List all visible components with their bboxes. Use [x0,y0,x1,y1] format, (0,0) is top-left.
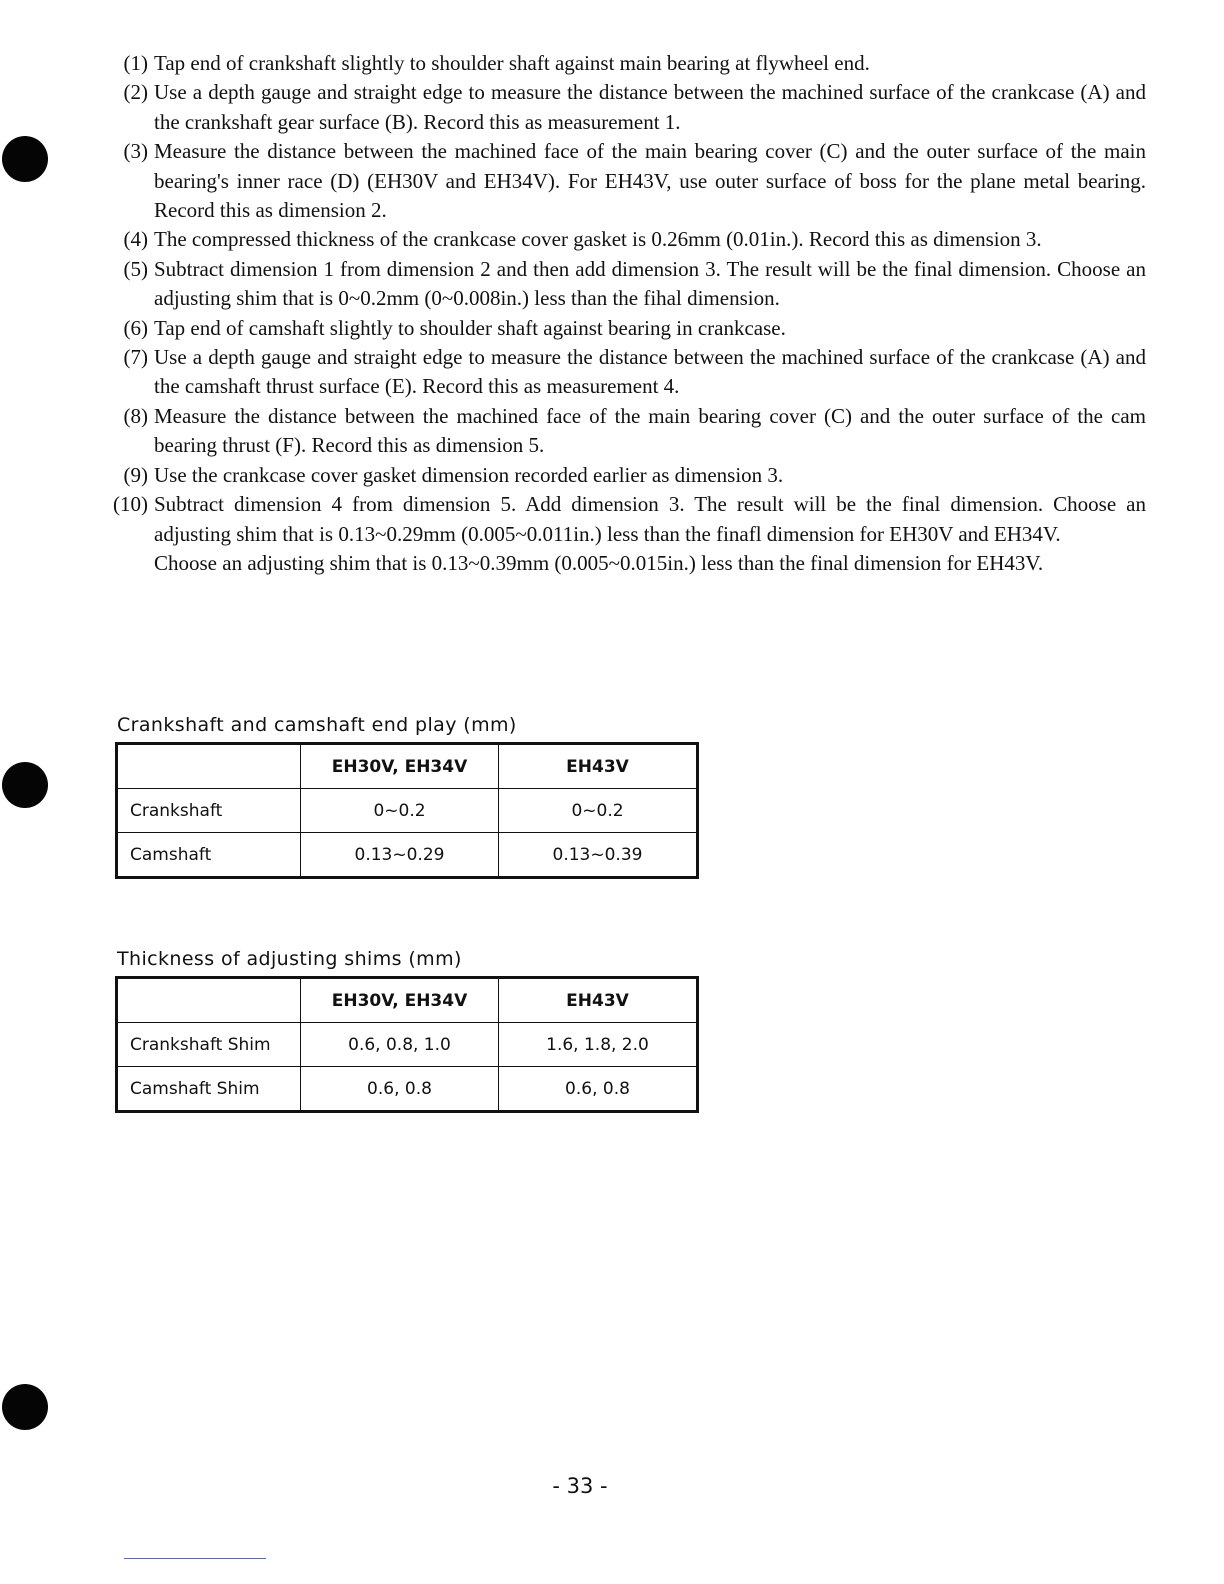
step-text: Tap end of crankshaft slightly to shoulder shaft against main bearing at flywheel end. [154,51,870,75]
step-3 [106,137,1146,225]
step-text: Use a depth gauge and straight edge to measure the distance between the machined surface of the crankcase (A) and the crankshaft gear surface (B). Record this as measurement 1. [154,80,1146,134]
table-cell: 0.13~0.39 [499,833,698,878]
table-cell: 0.6, 0.8 [499,1067,698,1112]
endplay-table-caption: Crankshaft and camshaft end play (mm) [117,714,517,736]
step-number: (9) [123,462,148,487]
step-2 [106,78,1146,137]
table-cell: 0.6, 0.8 [301,1067,499,1112]
step-text: Measure the distance between the machined face of the main bearing cover (C) and the outer surface of the main bearing's inner race (D) (EH30V and EH34V). For EH43V, use outer surface of boss for the plane metal bearing. Record this as dimension 2. [154,139,1146,223]
step-9 [106,461,1146,490]
table-header-row [117,744,698,789]
footer-rule [124,1558,266,1559]
header-cell: EH43V [499,978,698,1023]
shim-table [115,976,699,1113]
step-number: (10) [113,492,148,517]
row-label: Camshaft [117,833,301,878]
shim-table-caption: Thickness of adjusting shims (mm) [117,948,462,970]
step-number: (8) [123,403,148,428]
header-cell: EH43V [499,744,698,789]
step-7 [106,343,1146,402]
step-10 [106,490,1146,578]
step-number: (7) [123,345,148,370]
table-row [117,833,698,878]
step-6 [106,314,1146,343]
header-cell [117,978,301,1023]
step-text: Tap end of camshaft slightly to shoulder shaft against bearing in crankcase. [154,315,786,340]
step-number: (3) [123,139,148,164]
table-cell: 0.13~0.29 [301,833,499,878]
step-text: Use a depth gauge and straight edge to measure the distance between the machined surface of the crankcase (A) and the camshaft thrust surface (E). Record this as measurement 4. [154,345,1146,399]
page-number: - 33 - [552,1474,608,1498]
step-number: (2) [123,80,148,105]
punch-hole-top [2,136,48,182]
table-header-row [117,978,698,1023]
header-cell: EH30V, EH34V [301,744,499,789]
step-text: Use the crankcase cover gasket dimension recorded earlier as dimension 3. [154,462,784,487]
step-text: Subtract dimension 4 from dimension 5. Add dimension 3. The result will be the final dimension. Choose an adjusting shim that is 0.13~0.29mm (0.005~0.011in.) less than the finafl dimension for EH30V and EH34V. [154,492,1146,546]
procedure-steps [106,49,1146,578]
step-number: (5) [123,256,148,281]
step-number: (6) [123,315,148,340]
step-1 [106,49,1146,78]
step-number: (4) [123,227,148,252]
punch-hole-bottom [2,1384,48,1430]
header-cell: EH30V, EH34V [301,978,499,1023]
table-row [117,1023,698,1067]
step-4 [106,225,1146,254]
endplay-table [115,742,699,879]
table-row [117,1067,698,1112]
table-cell: 0.6, 0.8, 1.0 [301,1023,499,1067]
step-8 [106,402,1146,461]
table-cell: 1.6, 1.8, 2.0 [499,1023,698,1067]
step-text: The compressed thickness of the crankcase cover gasket is 0.26mm (0.01in.). Record this as dimension 3. [154,227,1042,252]
table-cell: 0~0.2 [499,789,698,833]
step-extra-text: Choose an adjusting shim that is 0.13~0.39mm (0.005~0.015in.) less than the final dimension for EH43V. [154,550,1044,575]
table-row [117,789,698,833]
step-number: (1) [123,51,148,75]
row-label: Camshaft Shim [117,1067,301,1112]
row-label: Crankshaft Shim [117,1023,301,1067]
row-label: Crankshaft [117,789,301,833]
header-cell [117,744,301,789]
step-text: Measure the distance between the machined face of the main bearing cover (C) and the outer surface of the cam bearing thrust (F). Record this as dimension 5. [154,403,1146,458]
punch-hole-middle [2,762,48,808]
table-cell: 0~0.2 [301,789,499,833]
step-5 [106,255,1146,314]
step-text: Subtract dimension 1 from dimension 2 and then add dimension 3. The result will be the final dimension. Choose an adjusting shim that is 0~0.2mm (0~0.008in.) less than the fihal dimension. [154,256,1146,311]
